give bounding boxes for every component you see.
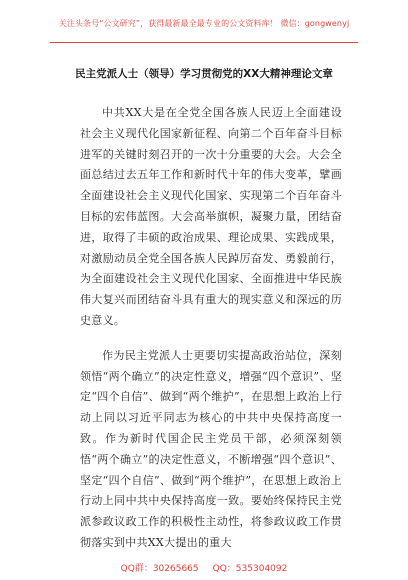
page-footer (0, 561, 408, 574)
paragraph-2: 作为民主党派人士更要切实提高政治站位，深刻领悟“两个确立”的决定性意义，增强“四个意识”、坚定“四个自信”、做到“两个维护”，在思想上政治上行动上同以习近平同志为核心的中共中央保持高度一致。作为新时代国企民主党员干部，必须深刻领悟“两个确立”的决定性意义，不断增强“四个意识”、坚定“四个自信”、做到“两个维护”，在思想上政治上行动上同中共中央保持高度一致。要始终保持民主党派参政议政工作的积极性主动性，将参政议政工作贯彻落实到中共XX大提出的重大 (80, 348, 342, 549)
document-title: 民主党派人士（领导）学习贯彻党的XX大精神理论文章 (75, 68, 333, 80)
footer-qq-group: QQ群：30265665 (120, 564, 199, 574)
header-divider (50, 42, 358, 43)
footer-qq: QQ：535304092 (212, 564, 288, 574)
page-header-banner: 关注头条号“公文研究”，获得最新最全最专业的公文资料库！ 微信：gongwenyj (58, 19, 350, 28)
document-body (80, 103, 342, 554)
paragraph-1: 中共XX大是在全党全国各族人民迈上全面建设社会主义现代化国家新征程、向第二个百年奋斗目标进军的关键时刻召开的一次十分重要的大会。大会全面总结过去五年工作和新时代十年的伟大变革，擘画全面建设社会主义现代化国家、实现第二个百年奋斗目标的宏伟蓝图。大会高举旗帜，凝聚力量，团结奋进，取得了丰硕的政治成果、理论成果、实践成果，对激励动员全党全国各族人民踔厉奋发、勇毅前行，为全面建设社会主义现代化国家、全面推进中华民族伟大复兴而团结奋斗具有重大的现实意义和深远的历史意义。 (80, 106, 342, 327)
